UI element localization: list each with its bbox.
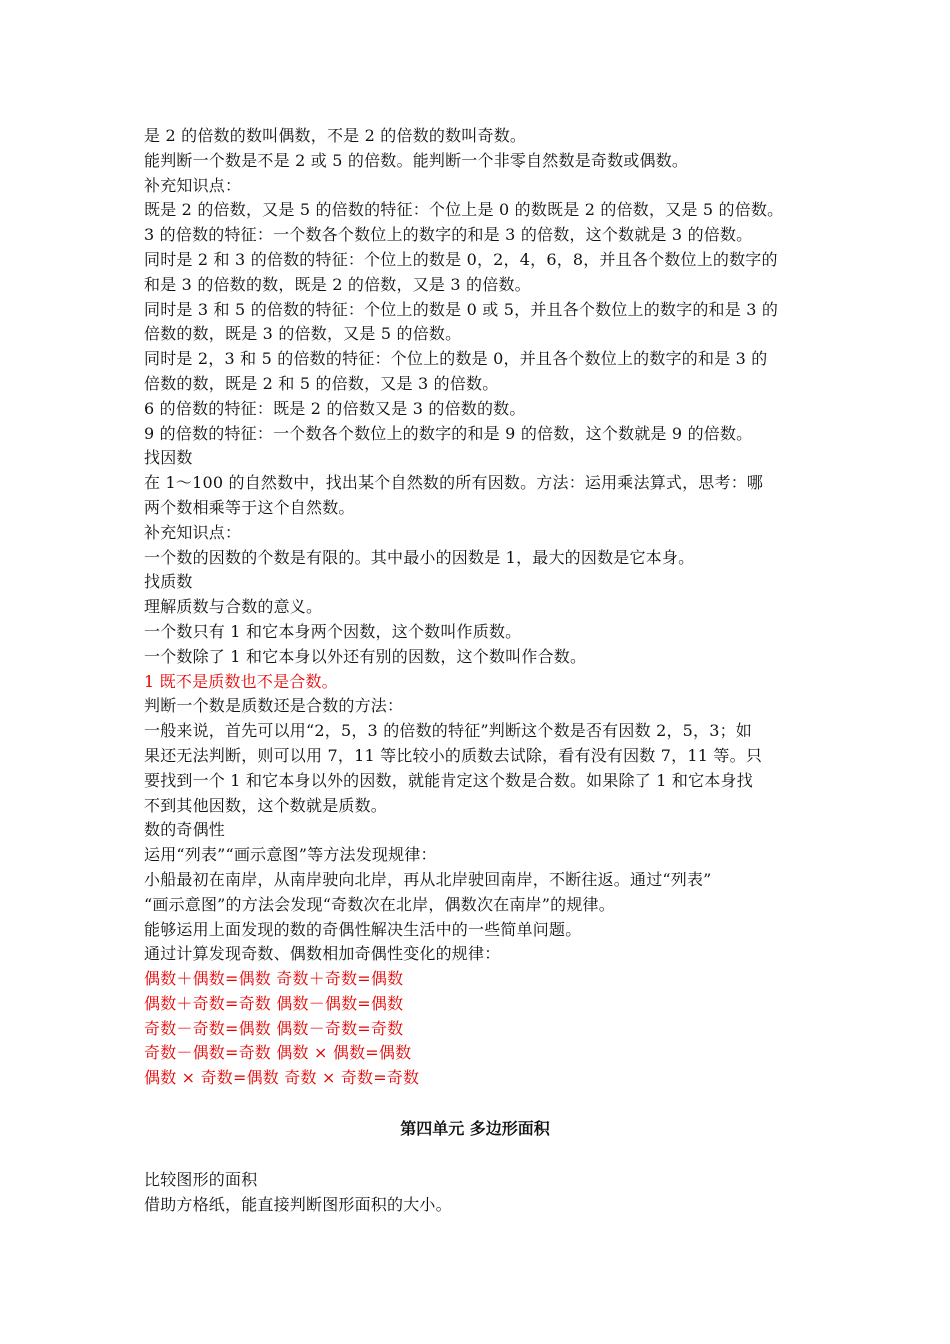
document-page (144, 124, 806, 1217)
text-line: 通过计算发现奇数、偶数相加奇偶性变化的规律： (144, 944, 501, 964)
text-line: 一个数的因数的个数是有限的。其中最小的因数是 1，最大的因数是它本身。 (144, 547, 695, 567)
text-line: 9 的倍数的特征：一个数各个数位上的数字的和是 9 的倍数，这个数就是 9 的倍数。 (144, 423, 753, 443)
text-line: 两个数相乘等于这个自然数。 (144, 497, 355, 517)
text-line: 能够运用上面发现的数的奇偶性解决生活中的一些简单问题。 (144, 919, 582, 939)
highlighted-text-line: 偶数 × 奇数=偶数 奇数 × 奇数=奇数 (144, 1068, 420, 1088)
text-line: 是 2 的倍数的数叫偶数，不是 2 的倍数的数叫奇数。 (144, 126, 527, 145)
text-line: 判断一个数是质数还是合数的方法： (144, 696, 404, 716)
text-line: 找因数 (144, 448, 193, 468)
text-line: 一个数只有 1 和它本身两个因数，这个数叫作质数。 (144, 621, 522, 641)
text-block-number-theory (144, 124, 806, 1091)
highlighted-text-line: 偶数＋偶数=偶数 奇数＋奇数=偶数 (144, 969, 404, 989)
text-line: 补充知识点： (144, 175, 242, 195)
highlighted-text-line: 偶数＋奇数=奇数 偶数－偶数=偶数 (144, 993, 404, 1013)
text-line: 3 的倍数的特征：一个数各个数位上的数字的和是 3 的倍数，这个数就是 3 的倍数。 (144, 225, 753, 245)
text-line: 理解质数与合数的意义。 (144, 597, 323, 617)
text-line: 数的奇偶性 (144, 820, 226, 840)
text-line: 找质数 (144, 572, 193, 592)
text-line: 一个数除了 1 和它本身以外还有别的因数，这个数叫作合数。 (144, 646, 587, 666)
text-line: 6 的倍数的特征：既是 2 的倍数又是 3 的倍数的数。 (144, 398, 526, 418)
text-line: 同时是 2 和 3 的倍数的特征：个位上的数是 0，2，4，6，8，并且各个数位上的数字的 (144, 249, 778, 269)
text-line: 既是 2 的倍数，又是 5 的倍数的特征：个位上是 0 的数既是 2 的倍数，又是 5 的倍数。 (144, 200, 784, 220)
text-line: 不到其他因数，这个数就是质数。 (144, 795, 388, 815)
highlighted-text-line: 奇数－奇数=偶数 偶数－奇数=奇数 (144, 1018, 404, 1038)
text-line: 在 1～100 的自然数中，找出某个自然数的所有因数。方法：运用乘法算式，思考：哪 (144, 473, 764, 493)
highlighted-text-line: 奇数－偶数=奇数 偶数 × 偶数=偶数 (144, 1043, 412, 1063)
text-line: 和是 3 的倍数的数，既是 2 的倍数，又是 3 的倍数。 (144, 274, 531, 294)
text-line: 能判断一个数是不是 2 或 5 的倍数。能判断一个非零自然数是奇数或偶数。 (144, 150, 689, 170)
text-line: 一般来说，首先可以用“2，5，3 的倍数的特征”判断这个数是否有因数 2，5，3；如 (144, 721, 753, 741)
highlighted-text-line: 1 既不是质数也不是合数。 (144, 671, 338, 691)
text-line: 果还无法判断，则可以用 7，11 等比较小的质数去试除，看有没有因数 7，11 等。只 (144, 745, 763, 765)
text-line: 同时是 3 和 5 的倍数的特征：个位上的数是 0 或 5，并且各个数位上的数字的和是 3 的 (144, 299, 779, 319)
section-heading: 第四单元 多边形面积 (400, 1119, 550, 1139)
text-line: 倍数的数，既是 2 和 5 的倍数，又是 3 的倍数。 (144, 373, 499, 393)
text-line: 补充知识点： (144, 522, 242, 542)
text-line: 倍数的数，既是 3 的倍数，又是 5 的倍数。 (144, 324, 462, 344)
text-line: 比较图形的面积 (144, 1169, 258, 1189)
text-line: 小船最初在南岸，从南岸驶向北岸，再从北岸驶回南岸，不断往返。通过“列表” (144, 869, 712, 889)
text-line: 同时是 2，3 和 5 的倍数的特征：个位上的数是 0，并且各个数位上的数字的和是 3 的 (144, 349, 768, 369)
text-line: 运用“列表”“画示意图”等方法发现规律： (144, 845, 437, 865)
text-line: 要找到一个 1 和它本身以外的因数，就能肯定这个数是合数。如果除了 1 和它本身找 (144, 770, 753, 790)
text-line: “画示意图”的方法会发现“奇数次在北岸，偶数次在南岸”的规律。 (144, 894, 615, 914)
text-line: 借助方格纸，能直接判断图形面积的大小。 (144, 1194, 452, 1214)
text-block-polygon-area (144, 1168, 806, 1218)
